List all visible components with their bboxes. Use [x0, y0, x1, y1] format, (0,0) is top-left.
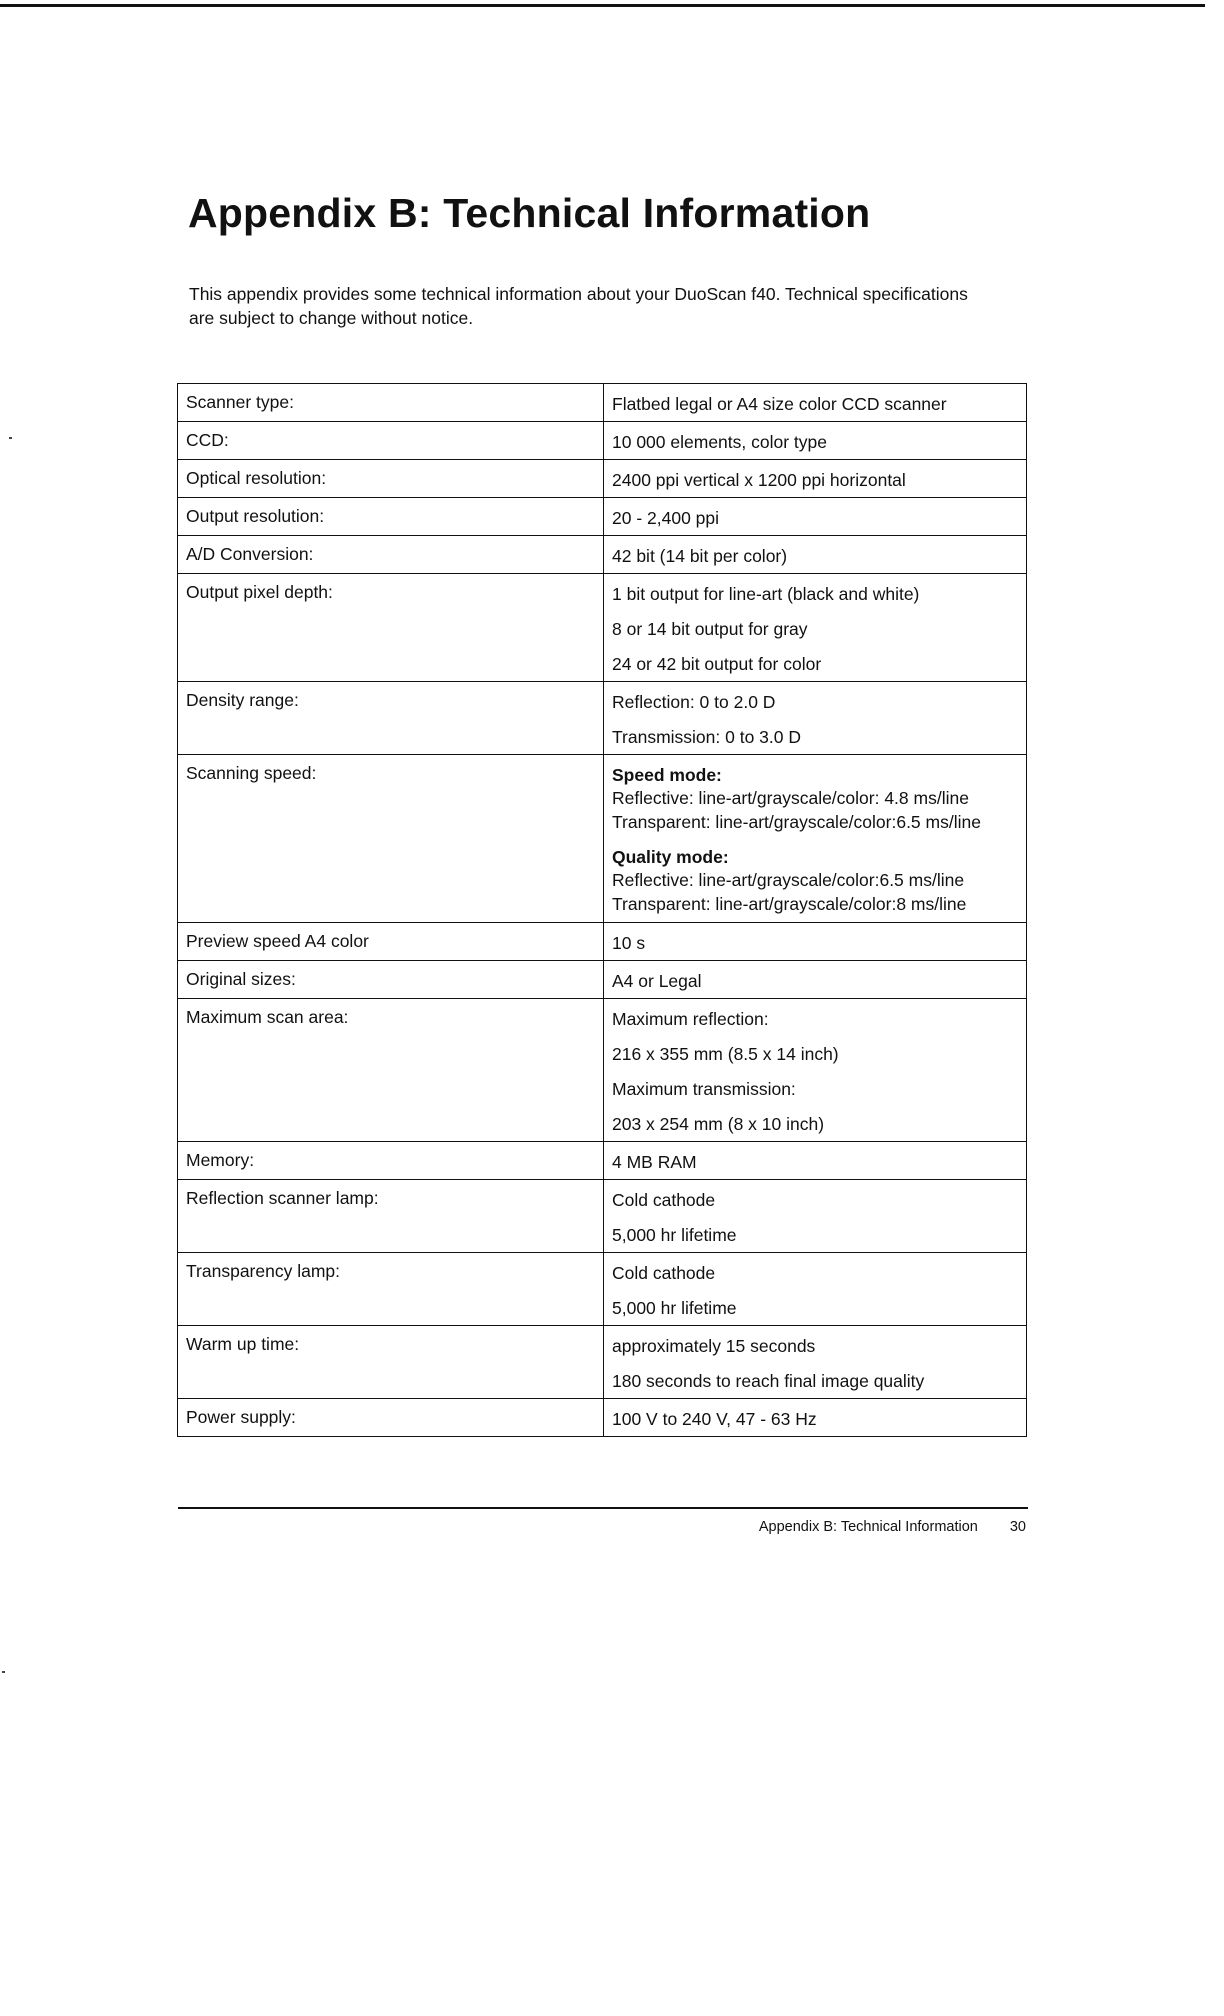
spec-value-cell	[604, 1326, 1027, 1399]
spec-label: Output resolution:	[178, 498, 604, 536]
mode-line: Transparent: line-art/grayscale/color:6.5 ms/line	[612, 812, 981, 832]
spec-value: 42 bit (14 bit per color)	[612, 546, 788, 566]
spec-row	[178, 498, 1027, 536]
spec-table-body	[178, 384, 1027, 1437]
spec-table	[177, 383, 1027, 1437]
spec-value: 10 000 elements, color type	[612, 432, 827, 452]
spec-value: 5,000 hr lifetime	[612, 1298, 737, 1318]
spec-value-cell	[604, 460, 1027, 498]
spec-row	[178, 1326, 1027, 1399]
spec-label: Power supply:	[178, 1399, 604, 1437]
margin-mark	[2, 1671, 5, 1673]
spec-label: CCD:	[178, 422, 604, 460]
spec-value: Reflection: 0 to 2.0 D	[612, 692, 776, 712]
spec-value-cell	[604, 1142, 1027, 1180]
spec-value-cell	[604, 682, 1027, 755]
spec-label: Scanning speed:	[178, 755, 604, 923]
intro-paragraph: This appendix provides some technical information about your DuoScan f40. Technical specifications are subject to change without notice.	[189, 284, 968, 328]
spec-value: 2400 ppi vertical x 1200 ppi horizontal	[612, 470, 906, 490]
spec-value: 20 - 2,400 ppi	[612, 508, 720, 528]
footer-title: Appendix B: Technical Information	[758, 1519, 978, 1535]
mode-line: Transparent: line-art/grayscale/color:8 ms/line	[612, 894, 967, 914]
spec-value: A4 or Legal	[612, 971, 702, 991]
spec-label: Memory:	[178, 1142, 604, 1180]
spec-label: Optical resolution:	[178, 460, 604, 498]
spec-value: 203 x 254 mm (8 x 10 inch)	[612, 1114, 825, 1134]
page-footer	[759, 1519, 1026, 1535]
spec-row	[178, 999, 1027, 1142]
spec-value-cell	[604, 999, 1027, 1142]
spec-value-cell	[604, 1399, 1027, 1437]
spec-value: 180 seconds to reach final image quality	[612, 1371, 925, 1391]
spec-row	[178, 460, 1027, 498]
top-rule	[0, 4, 1205, 7]
spec-value: 10 s	[612, 933, 646, 953]
spec-label: Original sizes:	[178, 961, 604, 999]
spec-label: Preview speed A4 color	[178, 923, 604, 961]
spec-value: approximately 15 seconds	[612, 1336, 816, 1356]
spec-value-cell	[604, 961, 1027, 999]
spec-label: Reflection scanner lamp:	[178, 1180, 604, 1253]
spec-value: Transmission: 0 to 3.0 D	[612, 727, 802, 747]
mode-line: Reflective: line-art/grayscale/color:6.5 ms/line	[612, 870, 965, 890]
margin-mark	[9, 437, 12, 439]
spec-value-cell	[604, 1253, 1027, 1326]
spec-row	[178, 1253, 1027, 1326]
spec-value-cell	[604, 1180, 1027, 1253]
spec-row	[178, 1399, 1027, 1437]
spec-value-cell	[604, 422, 1027, 460]
mode-line: Reflective: line-art/grayscale/color: 4.8 ms/line	[612, 788, 969, 808]
spec-row	[178, 755, 1027, 923]
spec-value: Cold cathode	[612, 1190, 716, 1210]
spec-row	[178, 384, 1027, 422]
spec-value: 216 x 355 mm (8.5 x 14 inch)	[612, 1044, 839, 1064]
spec-label: Maximum scan area:	[178, 999, 604, 1142]
spec-label: Density range:	[178, 682, 604, 755]
mode-title: Quality mode:	[612, 847, 729, 867]
spec-label: Output pixel depth:	[178, 574, 604, 682]
spec-row	[178, 923, 1027, 961]
spec-row	[178, 961, 1027, 999]
spec-value: 24 or 42 bit output for color	[612, 654, 822, 674]
spec-value-cell	[604, 923, 1027, 961]
mode-title: Speed mode:	[612, 765, 722, 785]
spec-row	[178, 1180, 1027, 1253]
spec-value: Cold cathode	[612, 1263, 716, 1283]
spec-value: 4 MB RAM	[612, 1152, 697, 1172]
spec-label: Transparency lamp:	[178, 1253, 604, 1326]
spec-label: Scanner type:	[178, 384, 604, 422]
spec-value-cell	[604, 536, 1027, 574]
spec-value-cell	[604, 755, 1027, 923]
spec-value-cell	[604, 574, 1027, 682]
spec-row	[178, 682, 1027, 755]
spec-value: 8 or 14 bit output for gray	[612, 619, 808, 639]
page-number: 30	[1009, 1519, 1026, 1535]
spec-value: 5,000 hr lifetime	[612, 1225, 737, 1245]
spec-row	[178, 422, 1027, 460]
spec-value: 1 bit output for line-art (black and white)	[612, 584, 920, 604]
speed-mode-block	[612, 846, 1019, 916]
footer-rule	[178, 1507, 1028, 1509]
page-title: Appendix B: Technical Information	[188, 190, 871, 236]
speed-mode-block	[612, 764, 1019, 834]
spec-value: Maximum transmission:	[612, 1079, 796, 1099]
spec-row	[178, 536, 1027, 574]
spec-value: Flatbed legal or A4 size color CCD scanner	[612, 394, 947, 414]
spec-value-cell	[604, 498, 1027, 536]
spec-value: 100 V to 240 V, 47 - 63 Hz	[612, 1409, 817, 1429]
spec-row	[178, 1142, 1027, 1180]
spec-label: Warm up time:	[178, 1326, 604, 1399]
spec-value: Maximum reflection:	[612, 1009, 769, 1029]
spec-row	[178, 574, 1027, 682]
spec-label: A/D Conversion:	[178, 536, 604, 574]
spec-value-cell	[604, 384, 1027, 422]
